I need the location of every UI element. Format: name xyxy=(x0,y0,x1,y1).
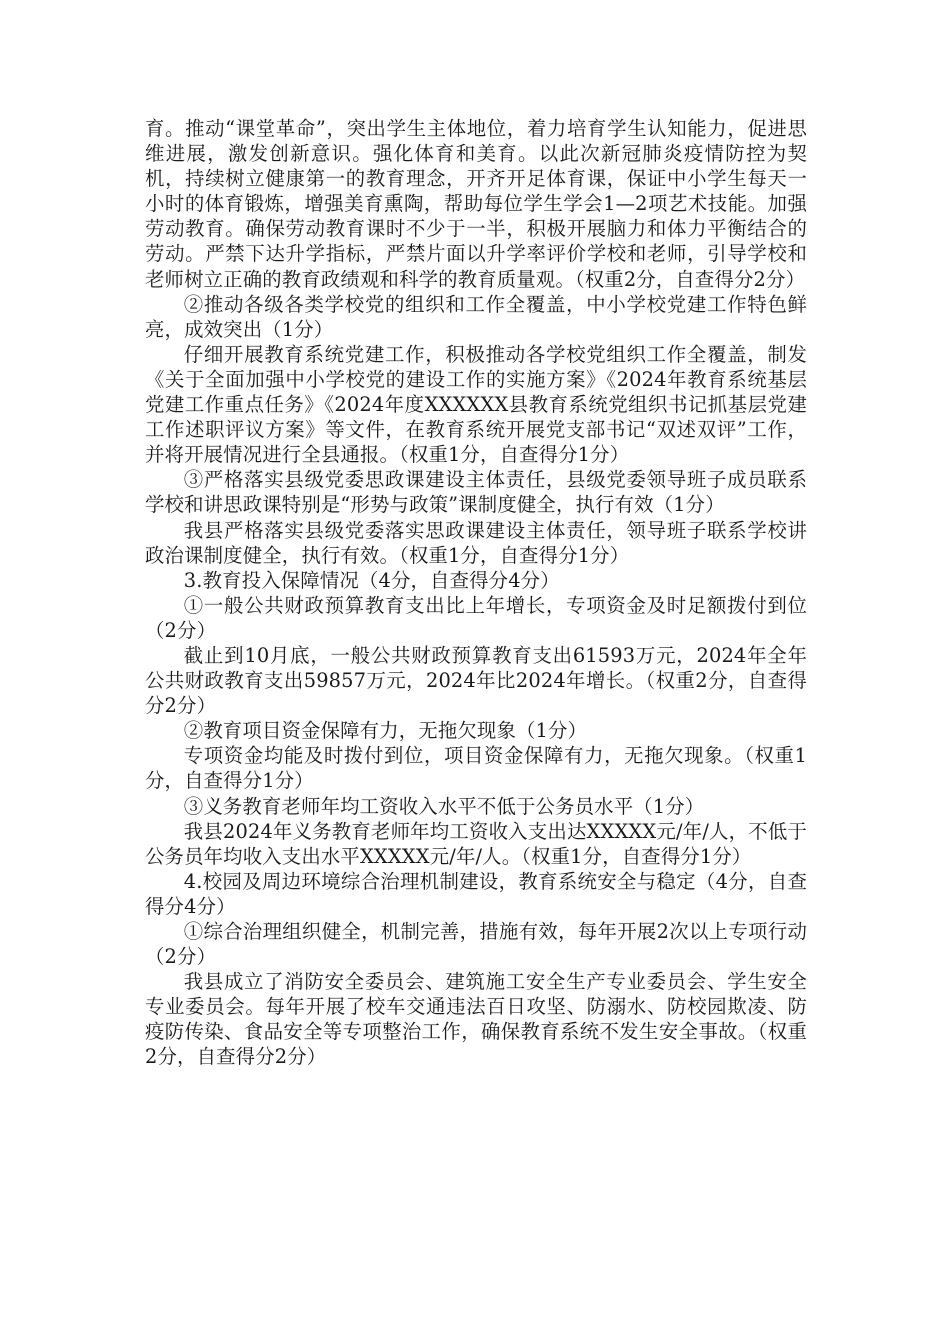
paragraph-teacher-salary-criterion: ③义务教育老师年均工资收入水平不低于公务员水平（1分） xyxy=(183,794,705,818)
paragraph-budget-figures: 截止到10月底，一般公共财政预算教育支出61593万元，2024年全年公共财政教育支出59857万元，2024年比2024年增长。（权重2分，自查得分2分） xyxy=(145,643,807,718)
paragraph-teacher-salary-figures: 我县2024年义务教育老师年均工资收入支出达XXXXX元/年/人，不低于公务员年均收入支出水平XXXXX元/年/人。（权重1分，自查得分1分） xyxy=(145,819,807,868)
paragraph-safety-committees: 我县成立了消防安全委员会、建筑施工安全生产专业委员会、学生安全专业委员会。每年开展了校车交通违法百日攻坚、防溺水、防校园欺凌、防疫防传染、食品安全等专项整治工作，确保教育系统不发生安全事故。（权重2分，自查得分2分） xyxy=(145,970,807,1069)
paragraph-party-coverage-criterion: ②推动各级各类学校党的组织和工作全覆盖，中小学校党建工作特色鲜亮，成效突出（1分） xyxy=(145,292,807,341)
document-page xyxy=(145,116,807,1070)
paragraph-ideology-course-implementation: 我县严格落实县级党委落实思政课建设主体责任，领导班子联系学校讲政治课制度健全，执行有效。（权重1分，自查得分1分） xyxy=(145,518,807,567)
paragraph-project-funds-status: 专项资金均能及时拨付到位，项目资金保障有力，无拖欠现象。（权重1分，自查得分1分） xyxy=(145,744,807,793)
paragraph-ideology-course-criterion: ③严格落实县级党委思政课建设主体责任，县级党委领导班子成员联系学校和讲思政课特别是“形势与政策”课制度健全，执行有效（1分） xyxy=(145,468,807,517)
paragraph-project-funds-criterion: ②教育项目资金保障有力，无拖欠现象（1分） xyxy=(183,719,588,743)
section-heading-campus-safety: 4.校园及周边环境综合治理机制建设，教育系统安全与稳定（4分，自查得分4分） xyxy=(145,869,807,918)
paragraph-budget-growth-criterion: ①一般公共财政预算教育支出比上年增长，专项资金及时足额拨付到位（2分） xyxy=(145,593,807,642)
paragraph-party-building-work: 仔细开展教育系统党建工作，积极推动各学校党组织工作全覆盖，制发《关于全面加强中小学校党的建设工作的实施方案》《2024年教育系统基层党建工作重点任务》《2024年度XXXXXX县教育系统党组织书记抓基层党建工作述职评议方案》等文件，在教育系统开展党支部书记“双述双评”工作，并将开展情况进行全县通报。（权重1分，自查得分1分） xyxy=(145,342,807,467)
paragraph-governance-criterion: ①综合治理组织健全，机制完善，措施有效，每年开展2次以上专项行动（2分） xyxy=(145,920,807,969)
paragraph-continued-curriculum: 育。推动“课堂革命”，突出学生主体地位，着力培育学生认知能力，促进思维进展，激发创新意识。强化体育和美育。以此次新冠肺炎疫情防控为契机，持续树立健康第一的教育理念，开齐开足体育课，保证中小学生每天一小时的体育锻炼，增强美育熏陶，帮助每位学生学会1—2项艺术技能。加强劳动教育。确保劳动教育课时不少于一半，积极开展脑力和体力平衡结合的劳动。严禁下达升学指标，严禁片面以升学率评价学校和老师，引导学校和老师树立正确的教育政绩观和科学的教育质量观。（权重2分，自查得分2分） xyxy=(145,117,807,291)
section-heading-education-funding: 3.教育投入保障情况（4分，自查得分4分） xyxy=(183,568,560,592)
